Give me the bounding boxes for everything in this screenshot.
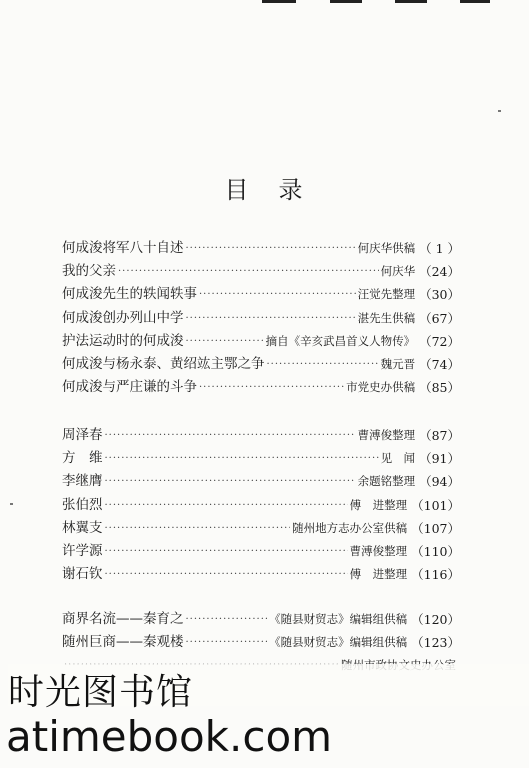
toc-entry — [62, 237, 460, 260]
entry-title: 我的父亲 — [62, 263, 116, 280]
entry-page: （110） — [411, 543, 460, 559]
page-title — [0, 170, 529, 205]
toc-entry — [62, 631, 460, 654]
entry-page: （116） — [411, 567, 460, 583]
entry-source: 余题铭整理 — [357, 474, 416, 489]
leader-dots — [186, 307, 356, 330]
toc-entry — [62, 563, 460, 586]
entry-source: 傅 进整理 — [349, 497, 408, 512]
entry-title: 何成浚将军八十自述 — [62, 240, 184, 256]
toc-entry — [62, 376, 460, 399]
entry-page: （94） — [419, 474, 460, 490]
toc-entry — [62, 307, 460, 330]
entry-page: （ 1 ） — [419, 241, 460, 256]
entry-source: 见 闻 — [380, 451, 416, 466]
entry-page: （123） — [411, 635, 460, 651]
scan-top-mark — [262, 0, 296, 3]
toc-section-1 — [62, 237, 460, 399]
entry-title: 林翼支 — [62, 519, 103, 536]
leader-dots — [199, 283, 356, 306]
entry-source: 何庆华供稿 — [357, 241, 416, 255]
leader-dots — [105, 517, 291, 540]
entry-source: 湛先生供稿 — [357, 310, 416, 325]
toc-entry — [62, 283, 460, 306]
entry-page: （120） — [411, 612, 460, 627]
entry-title: 方 维 — [62, 450, 103, 467]
title-char: 录 — [278, 176, 305, 204]
entry-title: 周泽春 — [62, 427, 103, 443]
entry-source: 随州地方志办公室供稿 — [292, 520, 408, 535]
leader-dots — [105, 424, 356, 447]
entry-source: 傅 进整理 — [349, 567, 408, 582]
toc-entry — [62, 260, 460, 283]
toc-entry — [62, 447, 460, 470]
entry-page: （24） — [419, 264, 460, 280]
toc-entry — [62, 540, 460, 563]
leader-dots — [105, 563, 348, 586]
entry-title: 何成浚与杨永泰、黄绍竑主鄂之争 — [62, 355, 265, 372]
entry-source: 汪觉先整理 — [357, 287, 416, 302]
leader-dots — [186, 237, 356, 260]
toc-entry — [62, 608, 460, 631]
toc-section-2 — [62, 424, 460, 586]
leader-dots — [118, 260, 379, 283]
entry-page: （101） — [411, 497, 460, 513]
leader-dots — [105, 540, 348, 563]
toc-entry — [62, 330, 460, 353]
toc-entry — [62, 470, 460, 493]
entry-title: 何成浚创办列山中学 — [62, 309, 184, 326]
entry-page: （67） — [419, 310, 460, 326]
leader-dots — [105, 447, 379, 470]
entry-title: 何成浚与严庄谦的斗争 — [62, 379, 197, 396]
leader-dots — [186, 608, 268, 631]
leader-dots — [199, 376, 344, 399]
watermark-chinese: 时光图书馆 — [8, 664, 529, 706]
scan-speck — [498, 110, 501, 112]
toc-entry — [62, 494, 460, 517]
entry-page: （74） — [419, 356, 460, 372]
entry-title: 商界名流——秦育之 — [62, 611, 184, 627]
scan-top-mark — [330, 0, 362, 3]
entry-source: 魏元晋 — [380, 356, 416, 371]
toc-entry — [62, 517, 460, 540]
entry-title: 许学源 — [62, 542, 103, 559]
entry-page: （30） — [419, 287, 460, 303]
entry-title: 何成浚先生的轶闻轶事 — [62, 286, 197, 303]
entry-source: 摘自《辛亥武昌首义人物传》 — [265, 333, 416, 348]
entry-source: 何庆华 — [380, 264, 416, 279]
entry-page: （107） — [411, 520, 460, 536]
entry-title: 张伯烈 — [62, 496, 103, 513]
leader-dots — [105, 470, 356, 493]
entry-title: 李继膺 — [62, 473, 103, 490]
watermark-url: atimebook.com — [6, 712, 333, 761]
title-char: 目 — [224, 176, 251, 204]
toc-entry — [62, 353, 460, 376]
entry-page: （87） — [419, 428, 460, 443]
leader-dots — [186, 330, 264, 353]
entry-source: 市党史办供稿 — [346, 380, 416, 395]
entry-title: 护法运动时的何成浚 — [62, 332, 184, 349]
toc-entry — [62, 424, 460, 447]
entry-page: （85） — [419, 380, 460, 396]
scan-top-mark — [395, 0, 427, 3]
leader-dots — [186, 631, 268, 654]
leader-dots — [267, 353, 379, 376]
leader-dots — [105, 494, 348, 517]
entry-source: 《随县财贸志》编辑组供稿 — [269, 635, 408, 650]
entry-title: 谢石钦 — [62, 566, 103, 583]
scan-speck — [10, 503, 13, 505]
entry-source: 《随县财贸志》编辑组供稿 — [269, 612, 408, 626]
entry-title: 随州巨商——秦观楼 — [62, 634, 184, 651]
scan-top-mark — [460, 0, 490, 3]
entry-source: 曹溥俊整理 — [357, 428, 416, 442]
entry-source: 曹溥俊整理 — [349, 543, 408, 558]
entry-page: （91） — [419, 451, 460, 467]
entry-page: （72） — [419, 333, 460, 349]
